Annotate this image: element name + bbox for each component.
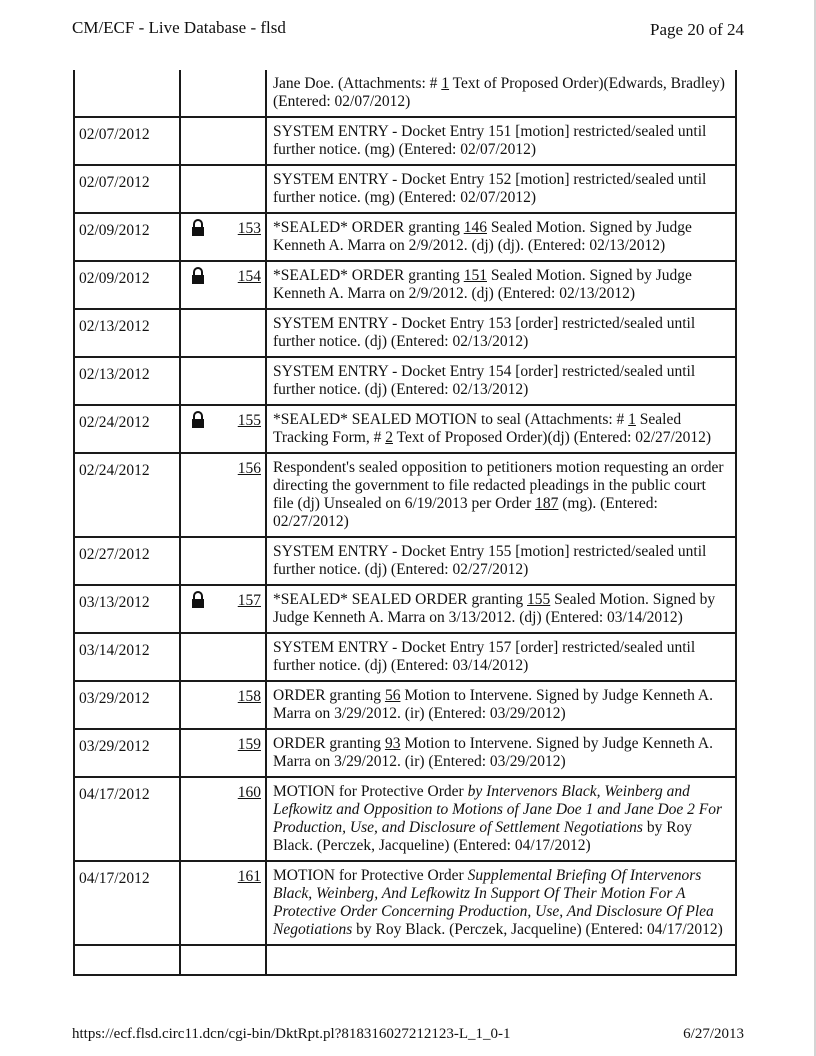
document-link[interactable]: 187: [535, 495, 559, 512]
docket-number-cell: [180, 213, 266, 261]
docket-number-link[interactable]: 155: [237, 412, 261, 429]
docket-date: 04/17/2012: [74, 777, 180, 861]
docket-text-segment: SYSTEM ENTRY - Docket Entry 153 [order] restricted/sealed until further notice. (dj) (Entered: 02/13/2012): [273, 315, 696, 350]
docket-text-segment: SYSTEM ENTRY - Docket Entry 151 [motion] restricted/sealed until further notice. (mg) (Entered: 02/07/2012): [273, 123, 707, 158]
docket-text-segment: *SEALED* SEALED MOTION to seal (Attachments: #: [273, 411, 629, 428]
docket-row: [74, 585, 736, 633]
page-header-title: CM/ECF - Live Database - flsd: [72, 18, 286, 37]
docket-date: 02/09/2012: [74, 261, 180, 309]
docket-date: 03/29/2012: [74, 729, 180, 777]
docket-text: [266, 585, 736, 633]
docket-text: [266, 777, 736, 861]
docket-text-segment: ORDER granting: [273, 735, 385, 752]
docket-row: [74, 117, 736, 165]
docket-date: [74, 70, 180, 117]
docket-text-segment: SYSTEM ENTRY - Docket Entry 154 [order] restricted/sealed until further notice. (dj) (Entered: 02/13/2012): [273, 363, 696, 398]
docket-number-link[interactable]: 154: [237, 268, 261, 285]
docket-number-link[interactable]: 159: [237, 736, 261, 753]
docket-row: [74, 309, 736, 357]
docket-text-segment: ORDER granting: [273, 687, 385, 704]
docket-date: 02/13/2012: [74, 357, 180, 405]
docket-text: [266, 453, 736, 537]
docket-text-segment: Motion to Intervene. Signed by Judge Kenneth A. Marra on 3/29/2012. (ir) (Entered: 03/29/2012): [273, 735, 713, 770]
docket-number-link[interactable]: 157: [237, 592, 261, 609]
sealed-lock-icon: [191, 219, 205, 237]
docket-number-cell: [180, 729, 266, 777]
docket-text-segment: Motion to Intervene. Signed by Judge Kenneth A. Marra on 3/29/2012. (ir) (Entered: 03/29/2012): [273, 687, 713, 722]
document-link[interactable]: 1: [628, 411, 636, 428]
document-link[interactable]: 56: [384, 687, 401, 704]
docket-text-segment: by Roy Black. (Perczek, Jacqueline) (Entered: 04/17/2012): [352, 921, 723, 938]
docket-number-link[interactable]: 156: [237, 460, 261, 477]
docket-date: 02/24/2012: [74, 405, 180, 453]
docket-text: [266, 357, 736, 405]
document-link[interactable]: 155: [527, 591, 551, 608]
docket-date: 02/27/2012: [74, 537, 180, 585]
docket-text-segment: Sealed Motion. Signed by Judge Kenneth A. Marra on 2/9/2012. (dj) (dj). (Entered: 02/13/2012): [273, 219, 692, 254]
empty-cell: [74, 945, 180, 975]
docket-number-cell: [180, 453, 266, 537]
docket-number-cell: [180, 777, 266, 861]
docket-date: 03/14/2012: [74, 633, 180, 681]
docket-text: [266, 537, 736, 585]
docket-number-cell: [180, 165, 266, 213]
docket-date: 02/07/2012: [74, 117, 180, 165]
docket-row: [74, 213, 736, 261]
docket-date: 03/29/2012: [74, 681, 180, 729]
docket-text-segment: SYSTEM ENTRY - Docket Entry 157 [order] restricted/sealed until further notice. (dj) (Entered: 03/14/2012): [273, 639, 696, 674]
docket-number-cell: [180, 357, 266, 405]
docket-date: 02/07/2012: [74, 165, 180, 213]
docket-text-segment: by Roy Black. (Perczek, Jacqueline) (Entered: 04/17/2012): [273, 819, 693, 854]
docket-text-segment: *SEALED* SEALED ORDER granting: [273, 591, 528, 608]
footer-date: 6/27/2013: [683, 1026, 744, 1042]
docket-row: [74, 861, 736, 945]
sealed-lock-icon: [191, 591, 205, 609]
docket-text-segment: SYSTEM ENTRY - Docket Entry 152 [motion] restricted/sealed until further notice. (mg) (Entered: 02/07/2012): [273, 171, 707, 206]
docket-row: [74, 633, 736, 681]
docket-row: [74, 405, 736, 453]
docket-row: [74, 729, 736, 777]
document-link[interactable]: 93: [384, 735, 401, 752]
docket-number-link[interactable]: 161: [237, 868, 261, 885]
docket-number-cell: [180, 117, 266, 165]
document-link[interactable]: 146: [463, 219, 487, 236]
docket-number-cell: [180, 405, 266, 453]
docket-text-segment: Text of Proposed Order)(dj) (Entered: 02/27/2012): [393, 429, 712, 446]
docket-text: [266, 309, 736, 357]
docket-text-segment: Respondent's sealed opposition to petitioners motion requesting an order directing the government to file redacted pleadings in the public court file (dj) Unsealed on 6/19/2013 per Order: [273, 459, 724, 512]
docket-text-segment: Sealed Motion. Signed by Judge Kenneth A. Marra on 3/13/2012. (dj) (Entered: 03/14/2012): [273, 591, 716, 626]
docket-number-cell: [180, 585, 266, 633]
docket-text-segment: Text of Proposed Order)(Edwards, Bradley) (Entered: 02/07/2012): [273, 75, 725, 110]
document-link[interactable]: 2: [385, 429, 393, 446]
docket-text-segment: MOTION for Protective Order: [273, 783, 468, 800]
docket-table-body: [74, 70, 736, 975]
docket-text: [266, 861, 736, 945]
docket-text: [266, 405, 736, 453]
docket-text-segment: Sealed Tracking Form, #: [273, 411, 682, 446]
document-link[interactable]: 1: [441, 75, 450, 92]
docket-number-cell: [180, 861, 266, 945]
docket-date: 02/09/2012: [74, 213, 180, 261]
docket-number-link[interactable]: 160: [237, 784, 261, 801]
docket-date: 03/13/2012: [74, 585, 180, 633]
docket-row: [74, 357, 736, 405]
docket-text: [266, 165, 736, 213]
docket-row: [74, 261, 736, 309]
docket-number-cell: [180, 70, 266, 117]
docket-text: [266, 213, 736, 261]
empty-cell: [180, 945, 266, 975]
docket-text: [266, 681, 736, 729]
docket-text: [266, 261, 736, 309]
docket-text: [266, 729, 736, 777]
docket-text-segment: Jane Doe. (Attachments: #: [273, 75, 442, 92]
sealed-lock-icon: [191, 411, 205, 429]
docket-text-segment: *SEALED* ORDER granting: [273, 219, 464, 236]
docket-text: [266, 70, 736, 117]
docket-number-cell: [180, 633, 266, 681]
footer-url: https://ecf.flsd.circ11.dcn/cgi-bin/DktRpt.pl?818316027212123-L_1_0-1: [72, 1026, 511, 1042]
docket-text: [266, 117, 736, 165]
docket-text-segment: SYSTEM ENTRY - Docket Entry 155 [motion] restricted/sealed until further notice. (dj) (Entered: 02/27/2012): [273, 543, 707, 578]
page-number: Page 20 of 24: [650, 20, 744, 39]
docket-number-cell: [180, 681, 266, 729]
docket-text-segment: MOTION for Protective Order: [273, 867, 468, 884]
docket-text: [266, 633, 736, 681]
docket-number-link[interactable]: 158: [237, 688, 261, 705]
docket-row: [74, 537, 736, 585]
docket-text-segment: *SEALED* ORDER granting: [273, 267, 464, 284]
docket-row: [74, 453, 736, 537]
docket-text-segment: Sealed Motion. Signed by Judge Kenneth A. Marra on 2/9/2012. (dj) (Entered: 02/13/2012): [273, 267, 692, 302]
docket-number-cell: [180, 537, 266, 585]
docket-row: [74, 70, 736, 117]
docket-text-segment: (mg). (Entered: 02/27/2012): [273, 495, 658, 530]
empty-cell: [266, 945, 736, 975]
docket-table: [73, 70, 737, 976]
docket-date: 02/13/2012: [74, 309, 180, 357]
docket-text-italic: by Intervenors Black, Weinberg and Lefkowitz and Opposition to Motions of Jane Doe 1 and Jane Doe 2 For Production, Use, and Disclosure of Settlement Negotiations: [273, 783, 723, 836]
docket-date: 04/17/2012: [74, 861, 180, 945]
docket-row: [74, 777, 736, 861]
docket-date: 02/24/2012: [74, 453, 180, 537]
docket-number-cell: [180, 309, 266, 357]
sealed-lock-icon: [191, 267, 205, 285]
docket-text-italic: Supplemental Briefing Of Intervenors Black, Weinberg, And Lefkowitz In Support Of Their Motion For A Protective Order Concerning Production, Use, And Disclosure Of Plea Negotiations: [273, 867, 714, 938]
docket-row: [74, 681, 736, 729]
docket-row: [74, 165, 736, 213]
docket-row-continued: [74, 945, 736, 975]
document-link[interactable]: 151: [463, 267, 487, 284]
docket-number-link[interactable]: 153: [237, 220, 261, 237]
docket-number-cell: [180, 261, 266, 309]
